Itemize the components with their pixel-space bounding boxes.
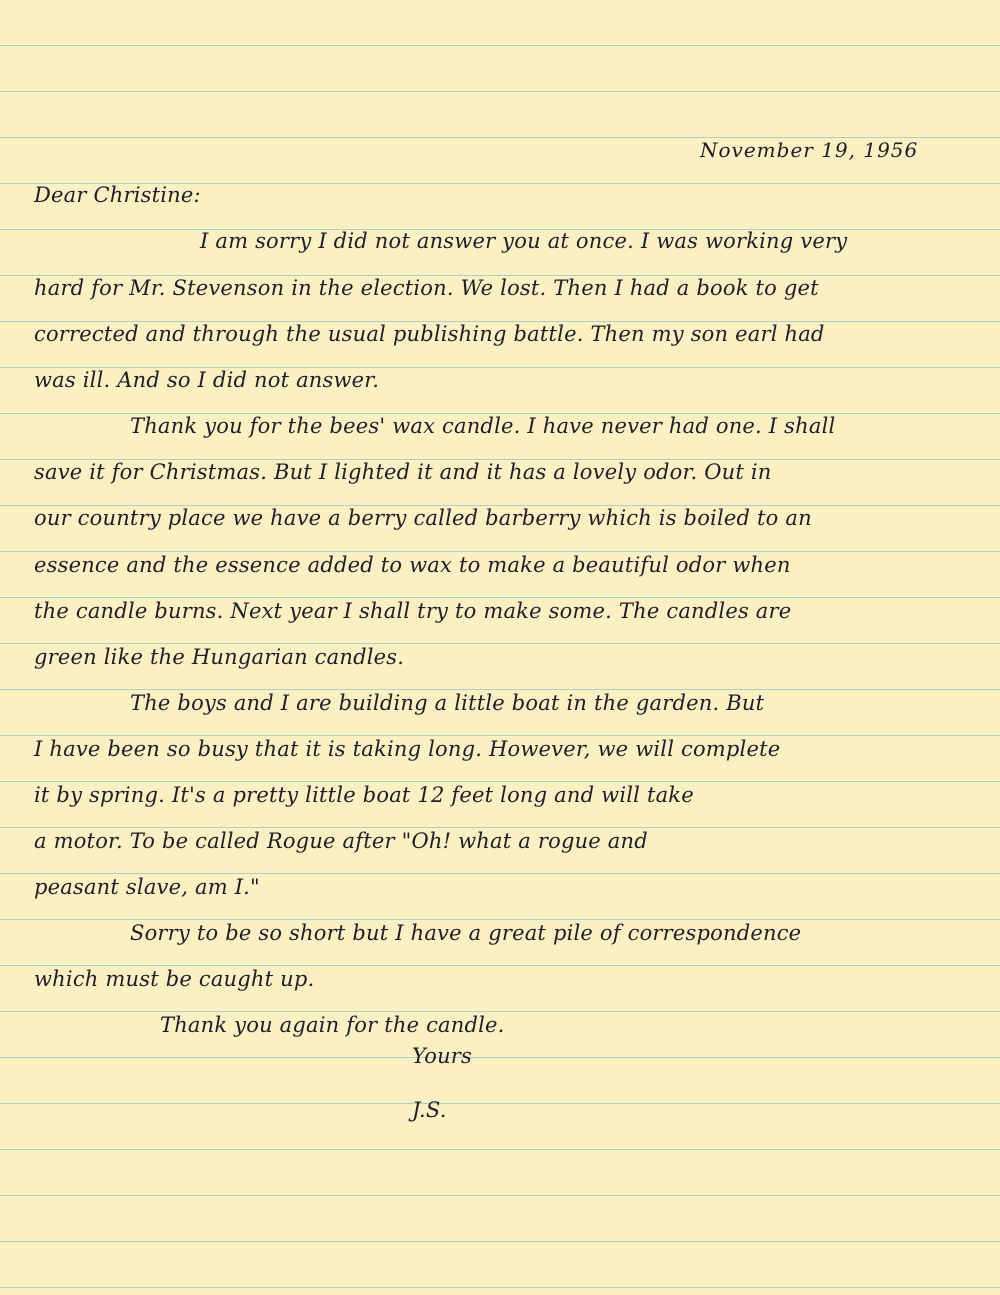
letter-line: The boys and I are building a little boat in the garden. But [130, 691, 765, 715]
letter-line: which must be caught up. [34, 967, 315, 991]
letter-line: the candle burns. Next year I shall try to make some. The candles are [34, 599, 792, 623]
letter-line: our country place we have a berry called barberry which is boiled to an [34, 506, 812, 530]
letter-signature: J.S. [412, 1098, 447, 1122]
letter-salutation: Dear Christine: [34, 183, 201, 207]
letter-line: Sorry to be so short but I have a great pile of correspondence [130, 921, 802, 945]
letter-date: November 19, 1956 [700, 138, 919, 162]
letter-line: save it for Christmas. But I lighted it and it has a lovely odor. Out in [34, 460, 772, 484]
letter-line: Thank you for the bees' wax candle. I have never had one. I shall [130, 414, 836, 438]
letter-closing: Yours [412, 1044, 473, 1068]
letter-line: essence and the essence added to wax to make a beautiful odor when [34, 553, 791, 577]
letter-line: I am sorry I did not answer you at once. I was working very [200, 229, 848, 253]
letter-line: peasant slave, am I." [34, 875, 260, 899]
letter-line: it by spring. It's a pretty little boat 12 feet long and will take [34, 783, 694, 807]
letter-line: Thank you again for the candle. [160, 1013, 505, 1037]
letter-line: I have been so busy that it is taking long. However, we will complete [34, 737, 781, 761]
letter-line: was ill. And so I did not answer. [34, 368, 380, 392]
letter-line: corrected and through the usual publishing battle. Then my son earl had [34, 322, 825, 346]
letter-line: green like the Hungarian candles. [34, 645, 405, 669]
letter-line: a motor. To be called Rogue after "Oh! what a rogue and [34, 829, 648, 853]
letter-line: hard for Mr. Stevenson in the election. We lost. Then I had a book to get [34, 276, 819, 300]
